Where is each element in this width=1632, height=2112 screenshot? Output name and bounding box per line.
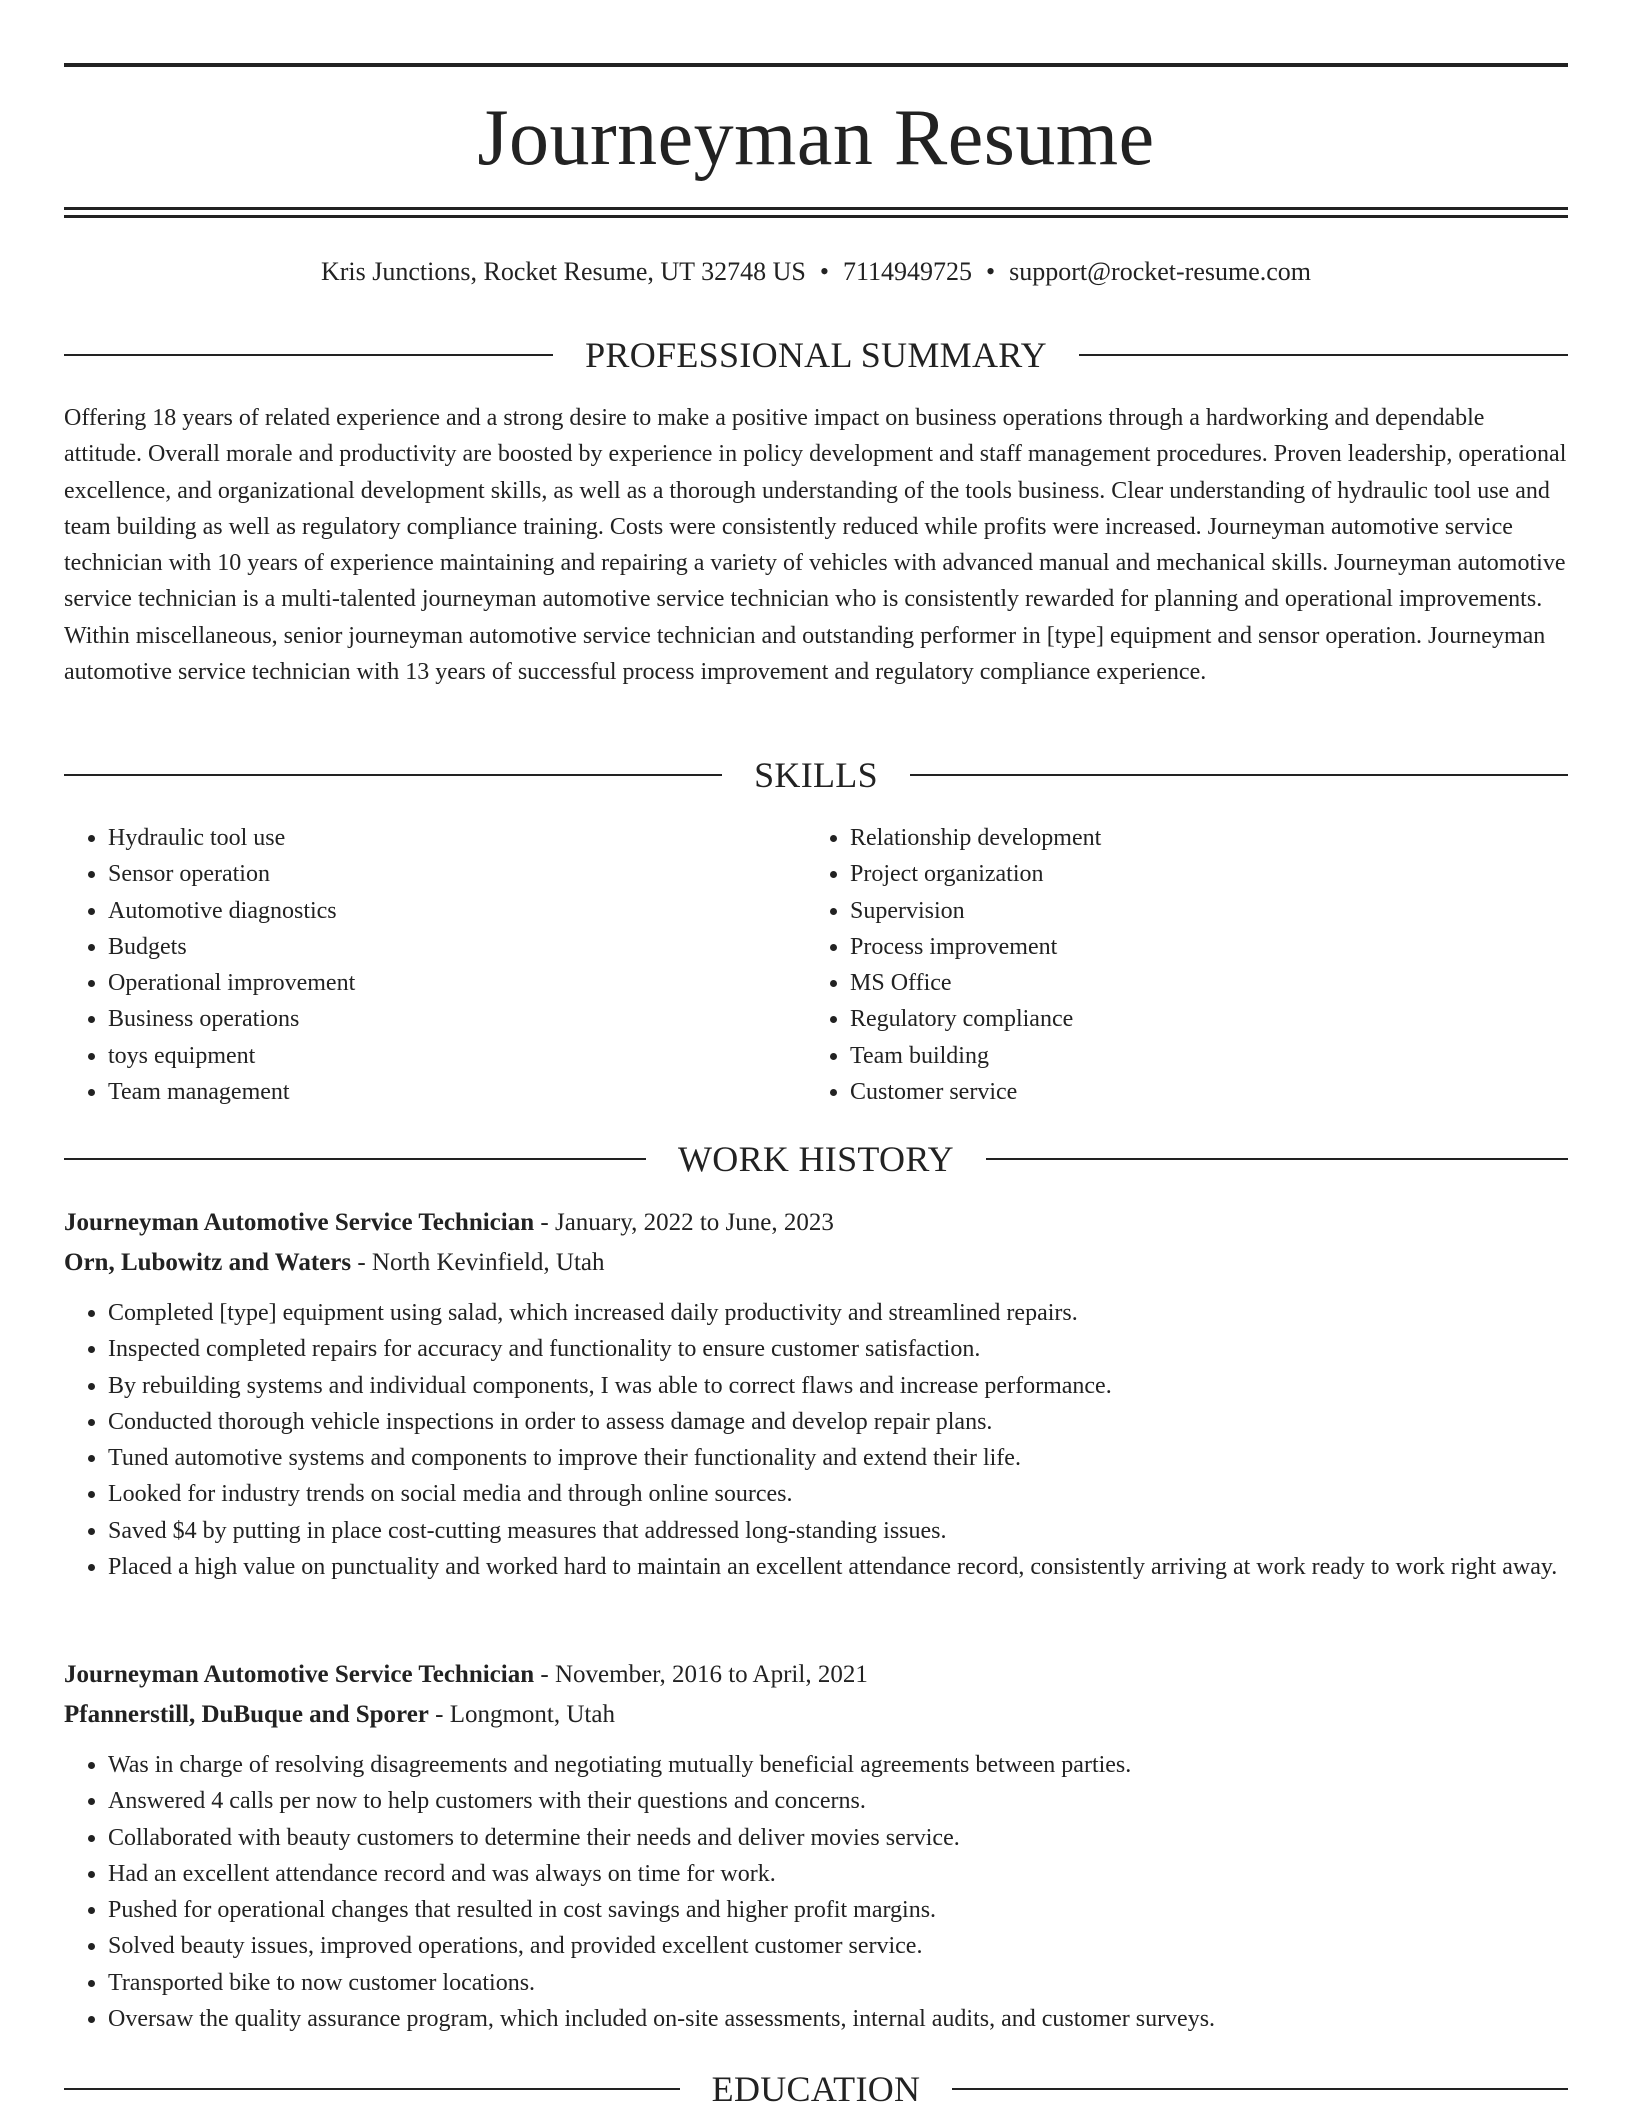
contact-email: support@rocket-resume.com xyxy=(1009,257,1312,286)
skills-column-left xyxy=(64,820,806,1110)
skills-section-header xyxy=(64,753,1568,797)
skill-item: • Hydraulic tool use xyxy=(108,820,806,856)
job-bullet: • Pushed for operational changes that resulted in cost savings and higher profit margins. xyxy=(108,1892,1568,1928)
job-title-row: Journeyman Automotive Service Technician - November, 2016 to April, 2021 xyxy=(64,1661,868,1688)
job-location: North Kevinfield, Utah xyxy=(371,1249,605,1276)
job-title: Journeyman Automotive Service Technician xyxy=(64,1661,535,1688)
education-heading: EDUCATION xyxy=(711,2069,921,2109)
title-rule-lower xyxy=(64,215,1568,218)
job-bullet: • Transported bike to now customer locations. xyxy=(108,1965,1568,2001)
skill-item: • Team management xyxy=(108,1074,806,1110)
job-bullet: • Oversaw the quality assurance program, which included on-site assessments, internal audits, and customer surveys. xyxy=(108,2001,1568,2037)
job-bullet: • Collaborated with beauty customers to determine their needs and deliver movies service. xyxy=(108,1820,1568,1856)
job-bullet: • Placed a high value on punctuality and worked hard to maintain an excellent attendance record, consistently arriving at work ready to work right away. xyxy=(108,1549,1568,1585)
divider-line xyxy=(64,774,722,776)
job-entry xyxy=(64,1655,1568,2037)
job-title-row: Journeyman Automotive Service Technician - January, 2022 to June, 2023 xyxy=(64,1209,834,1236)
divider-line xyxy=(1079,354,1568,356)
skill-item: • Budgets xyxy=(108,929,806,965)
job-bullet: • Looked for industry trends on social media and through online sources. xyxy=(108,1476,1568,1512)
job-company: Pfannerstill, DuBuque and Sporer xyxy=(64,1701,429,1728)
job-bullet: • Completed [type] equipment using salad, which increased daily productivity and streamlined repairs. xyxy=(108,1295,1568,1331)
skill-item: • MS Office xyxy=(850,965,1568,1001)
skill-item: • Operational improvement xyxy=(108,965,806,1001)
divider-line xyxy=(910,774,1568,776)
job-bullet: • Answered 4 calls per now to help customers with their questions and concerns. xyxy=(108,1783,1568,1819)
divider-line xyxy=(952,2088,1568,2090)
divider-line xyxy=(64,354,553,356)
skill-item: • Business operations xyxy=(108,1001,806,1037)
job-bullet: • By rebuilding systems and individual components, I was able to correct flaws and increase performance. xyxy=(108,1368,1568,1404)
job-company: Orn, Lubowitz and Waters xyxy=(64,1249,352,1276)
skills-heading: SKILLS xyxy=(754,755,878,795)
job-bullets xyxy=(64,1747,1568,2037)
job-title: Journeyman Automotive Service Technician xyxy=(64,1209,535,1236)
top-rule xyxy=(64,63,1568,67)
title-rule-upper xyxy=(64,207,1568,210)
job-entry xyxy=(64,1203,1568,1585)
divider-line xyxy=(64,1158,646,1160)
summary-heading: PROFESSIONAL SUMMARY xyxy=(585,335,1047,375)
job-bullet: • Was in charge of resolving disagreements and negotiating mutually beneficial agreements between parties. xyxy=(108,1747,1568,1783)
contact-line xyxy=(64,254,1568,290)
job-dates: November, 2016 to April, 2021 xyxy=(554,1661,868,1688)
job-bullet: • Saved $4 by putting in place cost-cutting measures that addressed long-standing issues. xyxy=(108,1513,1568,1549)
education-section-header xyxy=(64,2067,1568,2111)
skill-item: • Regulatory compliance xyxy=(850,1001,1568,1037)
skill-item: • toys equipment xyxy=(108,1038,806,1074)
contact-address: Kris Junctions, Rocket Resume, UT 32748 US xyxy=(320,257,806,286)
skills-column-right xyxy=(806,820,1568,1110)
job-dates: January, 2022 to June, 2023 xyxy=(554,1209,834,1236)
summary-section-header xyxy=(64,333,1568,377)
skill-item: • Relationship development xyxy=(850,820,1568,856)
job-bullet: • Inspected completed repairs for accuracy and functionality to ensure customer satisfaction. xyxy=(108,1331,1568,1367)
skills-list xyxy=(64,820,1568,1110)
divider-line xyxy=(986,1158,1568,1160)
skill-item: • Process improvement xyxy=(850,929,1568,965)
job-bullet: • Solved beauty issues, improved operations, and provided excellent customer service. xyxy=(108,1928,1568,1964)
work-section-header xyxy=(64,1137,1568,1181)
skill-item: • Sensor operation xyxy=(108,856,806,892)
job-location: Longmont, Utah xyxy=(449,1701,615,1728)
job-bullet: • Tuned automotive systems and components to improve their functionality and extend their life. xyxy=(108,1440,1568,1476)
skill-item: • Customer service xyxy=(850,1074,1568,1110)
job-company-row: Pfannerstill, DuBuque and Sporer - Longmont, Utah xyxy=(64,1701,615,1728)
summary-text: Offering 18 years of related experience and a strong desire to make a positive impact on business operations through a hardworking and dependable attitude. Overall morale and productivity are boosted by experience in policy development and staff management procedures. Proven leadership, operational excellence, and organizational development skills, as well as a thorough understanding of the tools business. Clear understanding of hydraulic tool use and team building as well as regulatory compliance training. Costs were consistently reduced while profits were increased. Journeyman automotive service technician with 10 years of experience maintaining and repairing a variety of vehicles with advanced manual and mechanical skills. Journeyman automotive service technician is a multi-talented journeyman automotive service technician who is consistently rewarded for planning and operational improvements. Within miscellaneous, senior journeyman automotive service technician and outstanding performer in [type] equipment and sensor operation. Journeyman automotive service technician with 13 years of successful process improvement and regulatory compliance experience. xyxy=(64,405,1567,686)
skill-item: • Supervision xyxy=(850,893,1568,929)
skill-item: • Automotive diagnostics xyxy=(108,893,806,929)
job-bullet: • Conducted thorough vehicle inspections in order to assess damage and develop repair plans. xyxy=(108,1404,1568,1440)
contact-separator: • xyxy=(985,257,996,286)
job-company-row: Orn, Lubowitz and Waters - North Kevinfield, Utah xyxy=(64,1249,605,1276)
divider-line xyxy=(64,2088,680,2090)
skill-item: • Project organization xyxy=(850,856,1568,892)
contact-phone: 7114949725 xyxy=(842,257,972,286)
contact-separator: • xyxy=(819,257,829,286)
job-bullets xyxy=(64,1295,1568,1585)
resume-title: Journeyman Resume xyxy=(477,94,1155,182)
work-heading: WORK HISTORY xyxy=(678,1139,954,1179)
job-bullet: • Had an excellent attendance record and was always on time for work. xyxy=(108,1856,1568,1892)
skill-item: • Team building xyxy=(850,1038,1568,1074)
